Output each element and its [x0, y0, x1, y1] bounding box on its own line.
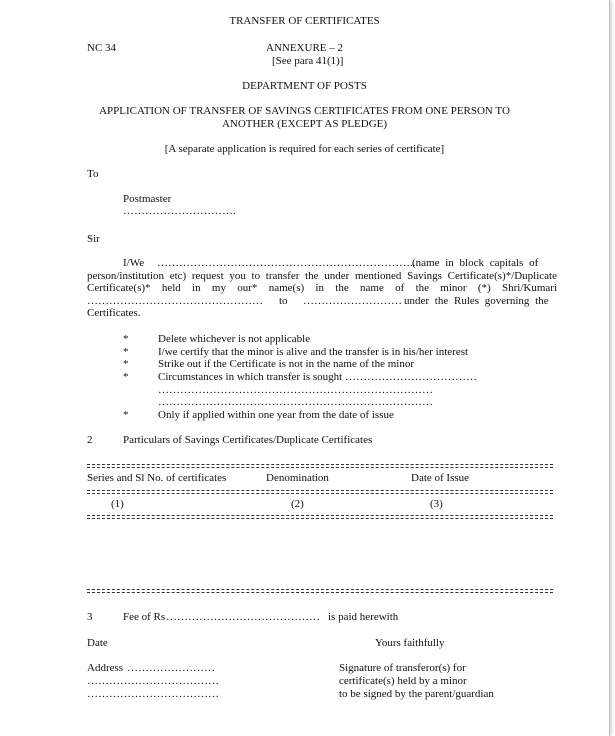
table-rule	[87, 515, 553, 516]
note-item: Strike out if the Certificate is not in the name of the minor	[158, 358, 414, 370]
table-header-rule	[87, 490, 553, 491]
particulars-label: Particulars of Savings Certificates/Duplicate Certificates	[123, 434, 373, 446]
department-name: DEPARTMENT OF POSTS	[242, 80, 367, 92]
heading-line-2: ANOTHER (EXCEPT AS PLEDGE)	[221, 118, 388, 130]
column-number: (1)	[111, 498, 124, 510]
address-label: Address	[87, 662, 124, 674]
postmaster-label: Postmaster	[123, 193, 172, 205]
body-line-4-dots-1: …………………………………………	[87, 295, 263, 307]
address-line-1: ……………………	[127, 662, 215, 674]
column-header-series: Series and Sl No. of certificates	[87, 472, 227, 484]
column-header-date-of-issue: Date of Issue	[411, 472, 470, 484]
form-number: NC 34	[87, 42, 117, 54]
para-reference: [See para 41(1)]	[272, 55, 344, 67]
heading-line-1: APPLICATION OF TRANSFER OF SAVINGS CERTIFICATES FROM ONE PERSON TO	[99, 105, 510, 117]
body-line-1-start: I/We	[123, 257, 145, 269]
note-item: Only if applied within one year from the date of issue	[158, 409, 394, 421]
signature-line-1: Signature of transferor(s) for	[339, 662, 466, 674]
table-rule	[87, 518, 553, 519]
body-line-2: person/institution etc) request you to transfer the under mentioned Savings Certificate(s)*/Duplicate	[87, 270, 557, 282]
bullet: *	[123, 346, 129, 358]
postmaster-line: ………………………….	[123, 205, 236, 217]
fee-label: Fee of Rs	[123, 611, 166, 623]
section-number: 3	[87, 611, 93, 623]
bullet: *	[123, 358, 129, 370]
body-line-1-end: (name in block capitals of	[412, 257, 539, 269]
address-line-2: ………………………………	[87, 675, 219, 687]
body-line-4-dots-2: ………………………	[303, 295, 402, 307]
note-item: I/we certify that the minor is alive and the transfer is in his/her interest	[158, 346, 469, 358]
table-top-rule	[87, 464, 553, 465]
table-header-rule	[87, 493, 553, 494]
body-line-5: Certificates.	[87, 307, 141, 319]
bullet: *	[123, 333, 129, 345]
note-item: Circumstances in which transfer is sought ………………………………	[158, 371, 477, 383]
annexure-label: ANNEXURE – 2	[266, 42, 343, 54]
address-line-3: ………………………………	[87, 688, 219, 700]
circumstances-line-1: …………………………………………………………………	[158, 384, 433, 396]
fee-amount-line: ……………………………………	[166, 611, 320, 623]
signature-line-3: to be signed by the parent/guardian	[339, 688, 494, 700]
column-number: (2)	[291, 498, 304, 510]
salutation: Sir	[87, 233, 100, 245]
body-line-4-to: to	[279, 295, 288, 307]
closing-yours-faithfully: Yours faithfully	[375, 637, 445, 649]
circumstances-line-2: …………………………………………………………………	[158, 396, 433, 408]
fee-suffix: is paid herewith	[328, 611, 399, 623]
signature-line-2: certificate(s) held by a minor	[339, 675, 467, 687]
table-bottom-rule	[87, 592, 553, 593]
table-top-rule	[87, 467, 553, 468]
to-label: To	[87, 168, 99, 180]
body-line-1-dots: ……………………………………………………………..	[157, 257, 416, 269]
date-label: Date	[87, 637, 108, 649]
table-bottom-rule	[87, 589, 553, 590]
section-number: 2	[87, 434, 93, 446]
bullet: *	[123, 371, 129, 383]
body-line-4-end: under the Rules governing the	[404, 295, 549, 307]
form-title: TRANSFER OF CERTIFICATES	[229, 15, 380, 27]
column-number: (3)	[430, 498, 443, 510]
column-header-denomination: Denomination	[266, 472, 329, 484]
separate-application-note: [A separate application is required for each series of certificate]	[164, 143, 445, 155]
body-line-3: Certificate(s)* held in my our* name(s) in the name of the minor (*) Shri/Kumari	[87, 282, 557, 294]
note-item: Delete whichever is not applicable	[158, 333, 311, 345]
bullet: *	[123, 409, 129, 421]
